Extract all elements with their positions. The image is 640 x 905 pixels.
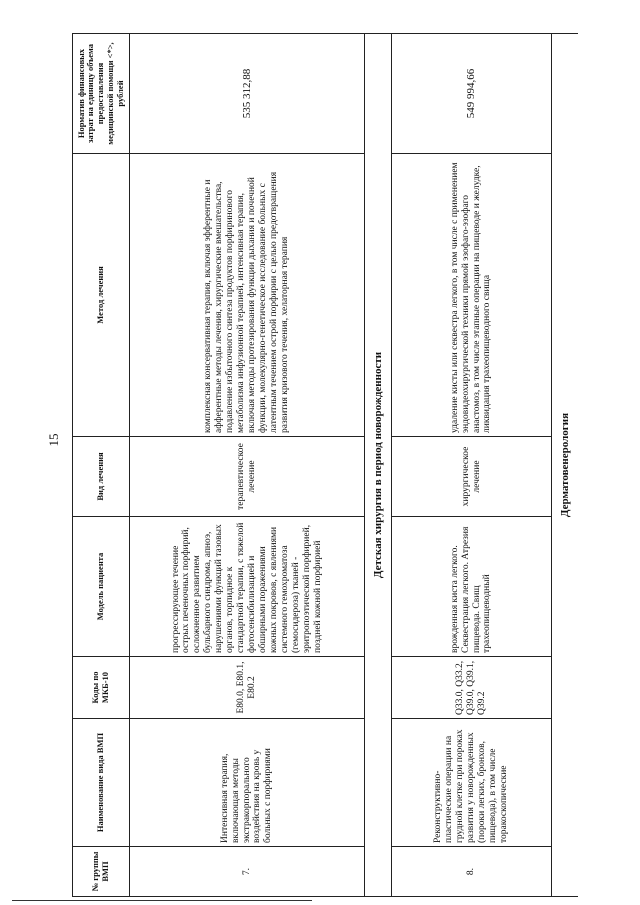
section-heading-pediatric: Детская хирургия в период новорожденности [365,34,392,897]
header-treatment-type: Вид лечения [73,437,130,517]
table-row [392,34,551,897]
table-header-row [73,34,130,897]
header-model: Модель пациента [73,517,130,657]
section-row [551,34,578,897]
section-row [365,34,392,897]
footnote-divider [12,900,312,901]
header-method: Метод лечения [73,154,130,437]
cell-group: 7. [130,847,365,897]
cell-model: врожденная киста легкого. Секвестрация легкого. Атрезия пищевода. Свищ трахеопищеводный [392,517,551,657]
table-row [130,34,365,897]
header-group: № группы ВМП [73,847,130,897]
section-heading-dermatology: Дерматовенерология [551,34,578,897]
cell-method: комплексная консервативная терапия, включая эфферентные и афферентные методы лечения, хирургические вмешательства, подавление избыточного синтеза продуктов порфиринового метаболизма инфузионной терапией, интенсивная терапия, включая методы протезирования функции дыхания и почечной функции, молекулярно-генетическое исследование больных с латентным течением острой порфирии с целью предотвращения развития кризового течения, хелаторная терапия [130,154,365,437]
cell-norm: 535 312,88 [130,34,365,154]
cell-treatment-type: хирургическое лечение [392,437,551,517]
page-number: 15 [46,433,61,447]
cell-codes: E80.0, E80.1, E80.2 [130,657,365,719]
cell-group: 8. [392,847,551,897]
cell-name: Реконструктивно-пластические операции на грудной клетке при пороках развития у новорожденных (пороки легких, бронхов, пищевода), в том числе торакоскопические [392,719,551,847]
cell-norm: 549 994,66 [392,34,551,154]
rotated-table-container [72,34,578,897]
cell-name: Интенсивная терапия, включающая методы экстракорпорального воздействия на кровь у больных с порфириями [130,719,365,847]
cell-codes: Q33.0, Q33.2, Q39.0, Q39.1, Q39.2 [392,657,551,719]
cell-treatment-type: терапевтическое лечение [130,437,365,517]
header-norm: Норматив финансовых затрат на единицу объема предоставления медицинской помощи <*>, рублей [73,34,130,154]
cell-method: удаление кисты или секвестра легкого, в том числе с применением эндовидеохирургической техники прямой эзофаго-эзофаго анастомоз, в том числе этапные операции на пищеводе и желудке, ликвидация трахеопищеводного свища [392,154,551,437]
header-codes: Коды по МКБ-10 [73,657,130,719]
cell-model: прогрессирующее течение острых печеночных порфирий, осложненное развитием бульбарного синдрома, апноэ, нарушениями функций тазовых органов, торпидное к стандартной терапии, с тяжелой фотосенсибилизацией и обширными поражениями кожных покровов, с явлениями системного гемохроматоза (гемосидероза) тканей - эритропоэтической порфирией, поздней кожной порфирией [130,517,365,657]
vmp-table [72,33,578,897]
header-name: Наименование вида ВМП [73,719,130,847]
